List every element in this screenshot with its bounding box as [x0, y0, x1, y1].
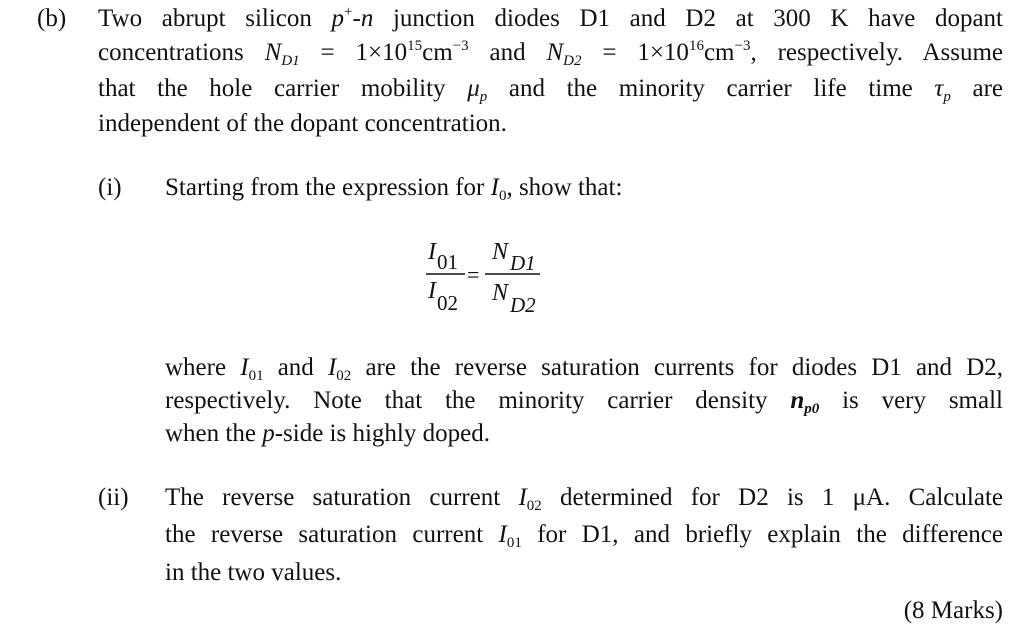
i02-subscript: 02 [336, 368, 352, 384]
i02-subscript-2: 02 [526, 498, 542, 514]
tau-subscript: p [943, 89, 951, 105]
nd1-num-subscript: D1 [510, 251, 536, 275]
i02-den-symbol: I [428, 278, 436, 304]
p-side-symbol: p [262, 420, 275, 447]
part-ii-label: (ii) [98, 484, 129, 511]
and-text: and [468, 39, 547, 66]
determined-text: determined for D2 is 1 μA. Calculate [541, 484, 1003, 511]
respectively-note-text: respectively. Note that the minority carrier density [165, 387, 791, 414]
plus-superscript: + [344, 4, 353, 20]
marks-label: (8 Marks) [903, 597, 1003, 624]
part-b-label: (b) [37, 5, 67, 32]
p-symbol: p [331, 5, 345, 32]
part-i-after-line-3 [165, 418, 490, 450]
part-b-line-1-dash: - [352, 5, 361, 32]
part-b-line-1 [98, 3, 1003, 35]
concentrations-label: concentrations [98, 39, 265, 66]
mu-symbol: μ [467, 75, 480, 102]
nd2-value: = 1×10 [581, 39, 689, 66]
respectively-assume-text: , respectively. Assume [750, 39, 1004, 66]
nd1-unit-exponent: −3 [452, 38, 469, 54]
nd1-subscript: D1 [281, 53, 300, 69]
nd1-num-symbol: N [492, 239, 509, 265]
mobility-text: that the hole carrier mobility [98, 75, 468, 102]
i01-num-subscript: 01 [437, 250, 458, 274]
when-the-text: when the [165, 420, 263, 447]
i01-symbol-2: I [498, 521, 507, 548]
nd1-symbol: N [264, 39, 282, 66]
nd2-subscript: D2 [563, 53, 582, 69]
nd2-den-symbol: N [492, 280, 509, 306]
and-text-2: and [263, 354, 328, 381]
reverse-currents-text: are the reverse saturation currents for diodes D1 and D2, [351, 354, 1003, 381]
nd1-value: = 1×10 [299, 39, 408, 66]
part-b-line-1-text-b: junction diodes D1 and D2 at 300 K have dopant [373, 5, 1004, 32]
tau-symbol: τ [934, 75, 944, 102]
part-b-line-4: independent of the dopant concentration. [98, 110, 507, 137]
np0-symbol: n [790, 387, 805, 414]
very-small-text: is very small [819, 387, 1003, 414]
equals-sign: = [467, 262, 480, 287]
i02-den-subscript: 02 [437, 291, 458, 315]
part-i-after-line-1 [165, 352, 1003, 384]
part-ii-line-1 [165, 482, 1003, 514]
np0-subscript: p0 [804, 401, 820, 417]
part-b-line-2 [98, 37, 1003, 69]
i01-subscript: 01 [248, 368, 264, 384]
left-fraction [426, 239, 465, 315]
i0-symbol: I [490, 174, 499, 201]
nd1-unit: cm [422, 39, 453, 66]
part-i-label: (i) [98, 174, 122, 201]
nd2-symbol: N [546, 39, 564, 66]
starting-text: Starting from the expression for [165, 174, 491, 201]
i01-num-symbol: I [428, 239, 436, 265]
show-that-text: , show that: [506, 174, 623, 201]
where-text: where [165, 354, 241, 381]
lifetime-text: and the minority carrier life time [487, 75, 935, 102]
highly-doped-text: -side is highly doped. [274, 420, 490, 447]
i02-symbol: I [327, 354, 337, 381]
i0-subscript: 0 [498, 188, 507, 204]
i01-subscript-2: 01 [506, 535, 522, 551]
the-reverse-text: the reverse saturation current [165, 521, 499, 548]
i02-symbol-2: I [518, 484, 527, 511]
nd2-unit-exponent: −3 [734, 38, 751, 54]
part-i-line-1 [165, 172, 622, 204]
reverse-current-text: The reverse saturation current [165, 484, 519, 511]
part-i-after-line-2 [165, 385, 1003, 417]
nd1-exponent: 15 [407, 38, 423, 54]
i01-symbol: I [240, 354, 249, 381]
part-b-line-3 [98, 73, 1003, 105]
explain-text: for D1, and briefly explain the difference [521, 521, 1003, 548]
part-ii-line-3: in the two values. [165, 559, 342, 586]
right-fraction [485, 239, 540, 317]
are-text: are [950, 75, 1003, 102]
part-b-line-1-text-a: Two abrupt silicon [98, 5, 332, 32]
mu-subscript: p [479, 89, 488, 105]
nd2-unit: cm [703, 39, 735, 66]
nd2-exponent: 16 [688, 38, 704, 54]
nd2-den-subscript: D2 [510, 293, 536, 317]
ratio-equation [422, 232, 562, 322]
part-ii-line-2 [165, 519, 1003, 551]
n-symbol: n [360, 5, 374, 32]
